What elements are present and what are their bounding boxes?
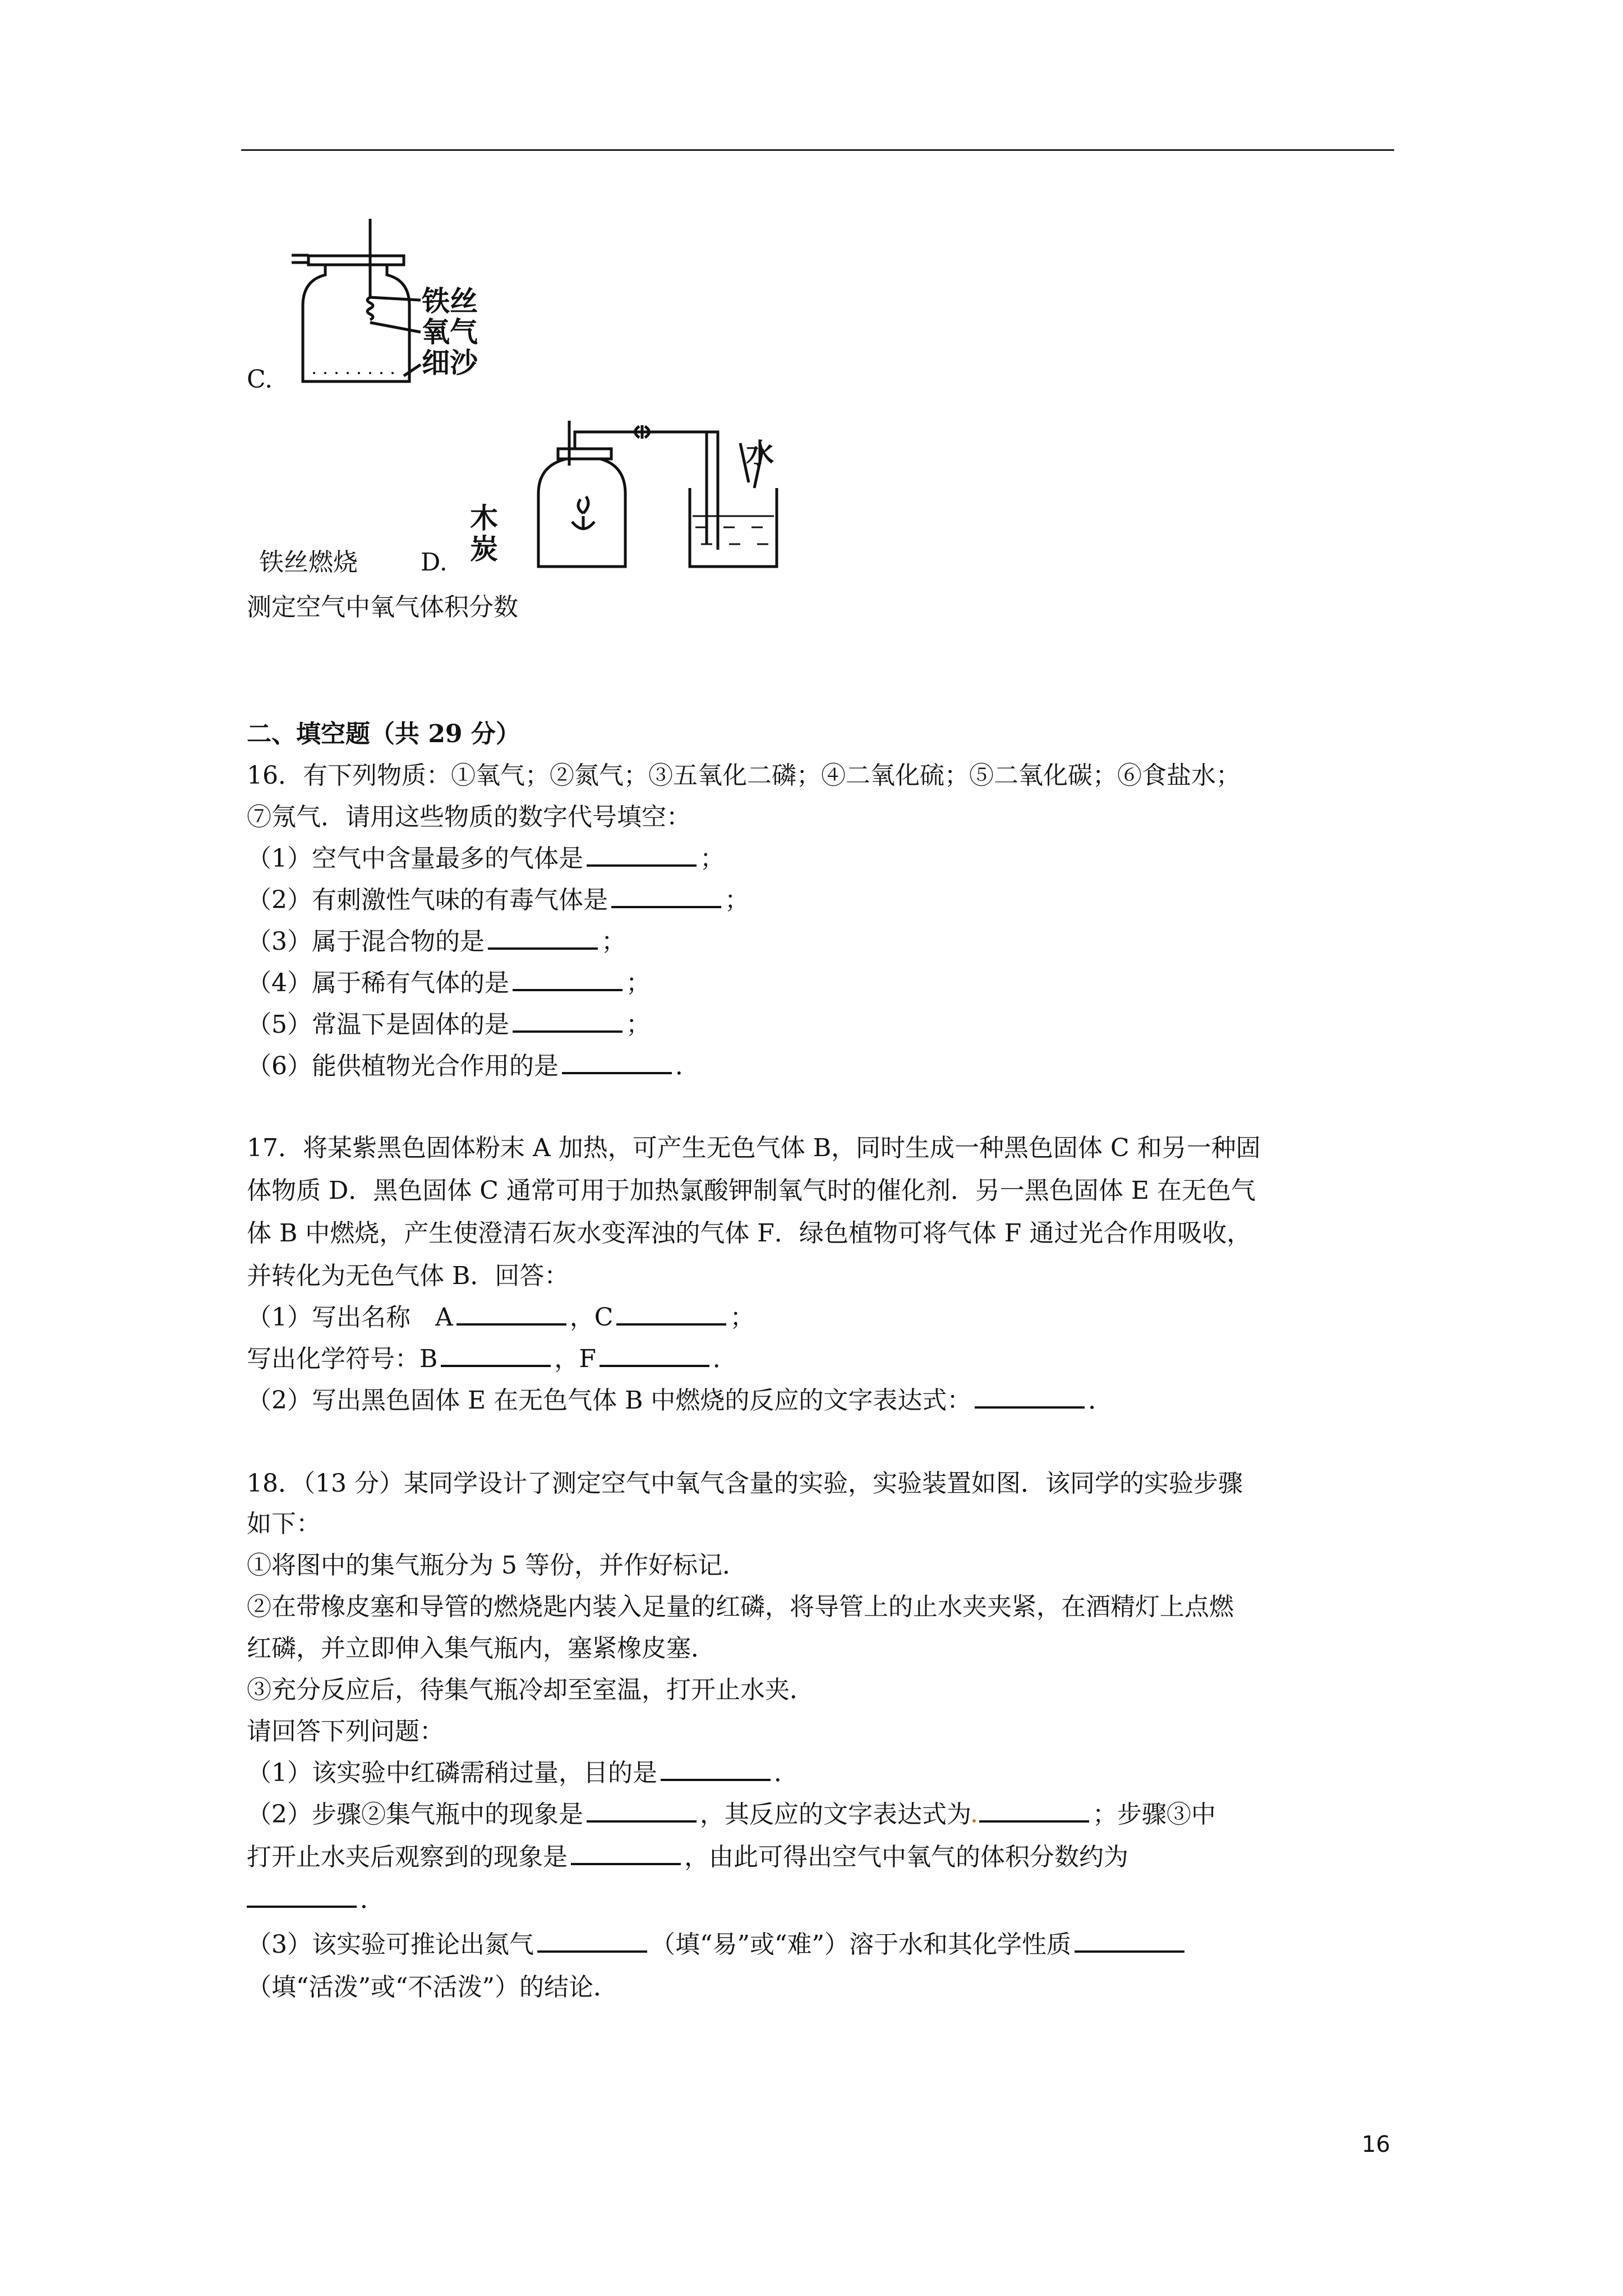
section-title: 二、填空题（共 29 分） bbox=[247, 720, 520, 748]
q18-part-3a: （3）该实验可推论出氮气 （填“易”或“难”）溶于水和其化学性质 bbox=[247, 1924, 1188, 1966]
answer-blank[interactable] bbox=[1075, 1930, 1184, 1953]
q18-part-1: （1）该实验中红磷需稍过量，目的是 ． bbox=[247, 1759, 799, 1787]
q17-answer-1: （1）写出名称 A ，C ； bbox=[247, 1303, 755, 1332]
q17-line-2: 体物质 D．黑色固体 C 通常可用于加热氯酸钾制氧气时的催化剂．另一黑色固体 E 在无色气 bbox=[247, 1176, 1256, 1205]
q18-part-3b: （填“活泼”或“不活泼”）的结论． bbox=[247, 1973, 618, 2001]
answer-blank[interactable] bbox=[616, 1303, 726, 1326]
header-rule bbox=[241, 149, 1394, 151]
answer-blank[interactable] bbox=[571, 1843, 681, 1865]
q16-stem-1: 16．有下列物质：①氧气；②氮气；③五氧化二磷；④二氧化硫；⑤二氧化碳；⑥食盐水； bbox=[247, 761, 1241, 790]
stray-dot bbox=[972, 1819, 976, 1823]
answer-blank[interactable] bbox=[661, 1759, 771, 1781]
answer-blank[interactable] bbox=[979, 1800, 1089, 1823]
oxygen-label: 氧气 bbox=[422, 315, 478, 348]
answer-blank[interactable] bbox=[611, 886, 721, 908]
answer-blank[interactable] bbox=[457, 1303, 566, 1326]
option-d-label: D. bbox=[421, 548, 448, 577]
charcoal-label-1: 木 bbox=[470, 501, 498, 535]
q16-item-4: （4）属于稀有气体的是 ； bbox=[247, 969, 651, 997]
q18-line-2: 如下： bbox=[247, 1510, 321, 1538]
answer-blank[interactable] bbox=[587, 844, 697, 867]
q17-line-4: 并转化为无色气体 B．回答： bbox=[247, 1262, 569, 1290]
answer-blank[interactable] bbox=[537, 1930, 647, 1953]
iron-wire-label: 铁丝 bbox=[422, 284, 478, 318]
page-number: 16 bbox=[1362, 2132, 1390, 2157]
q16-stem-2: ⑦氖气．请用这些物质的数字代号填空： bbox=[247, 803, 691, 831]
q18-step-2a: ②在带橡皮塞和导管的燃烧匙内装入足量的红磷，将导管上的止水夹夹紧，在酒精灯上点燃 bbox=[247, 1593, 1234, 1621]
option-c-label: C. bbox=[247, 365, 273, 394]
charcoal-oxygen-apparatus-figure bbox=[527, 415, 819, 578]
answer-blank[interactable] bbox=[441, 1345, 551, 1367]
q16-item-1: （1）空气中含量最多的气体是 ； bbox=[247, 844, 725, 873]
water-label: 水 bbox=[746, 437, 774, 470]
q18-step-3: ③充分反应后，待集气瓶冷却至室温，打开止水夹． bbox=[247, 1676, 814, 1704]
answer-blank[interactable] bbox=[247, 1885, 357, 1908]
q18-part-2b: 打开止水夹后观察到的现象是 ，由此可得出空气中氧气的体积分数约为 bbox=[247, 1843, 1128, 1871]
caption-iron-wire: 铁丝燃烧 bbox=[259, 548, 358, 577]
iron-wire-apparatus-figure bbox=[292, 213, 527, 398]
q18-part-2a: （2）步骤②集气瓶中的现象是 ，其反应的文字表达式为 ；步骤③中 bbox=[247, 1800, 1216, 1829]
fine-sand-label: 细沙 bbox=[422, 346, 478, 379]
q16-item-5: （5）常温下是固体的是 ； bbox=[247, 1010, 651, 1039]
q17-answer-3: （2）写出黑色固体 E 在无色气体 B 中燃烧的反应的文字表达式： ． bbox=[247, 1386, 1113, 1415]
answer-blank[interactable] bbox=[513, 1010, 623, 1033]
q18-step-1: ①将图中的集气瓶分为 5 等份，并作好标记． bbox=[247, 1551, 747, 1580]
answer-blank[interactable] bbox=[488, 927, 598, 950]
q18-step-2b: 红磷，并立即伸入集气瓶内，塞紧橡皮塞． bbox=[247, 1634, 716, 1663]
answer-blank[interactable] bbox=[975, 1386, 1085, 1409]
q17-line-3: 体 B 中燃烧，产生使澄清石灰水变浑浊的气体 F．绿色植物可将气体 F 通过光合作用吸收， bbox=[247, 1219, 1252, 1248]
q18-line-1: 18．（13 分）某同学设计了测定空气中氧气含量的实验，实验装置如图．该同学的实验步骤 bbox=[247, 1469, 1243, 1498]
charcoal-label-2: 炭 bbox=[470, 532, 498, 565]
q16-item-2: （2）有刺激性气味的有毒气体是 ； bbox=[247, 886, 749, 914]
q18-prompt: 请回答下列问题： bbox=[247, 1717, 444, 1746]
q16-item-3: （3）属于混合物的是 ； bbox=[247, 927, 626, 956]
q16-item-6: （6）能供植物光合作用的是 ． bbox=[247, 1052, 700, 1080]
answer-blank[interactable] bbox=[562, 1052, 672, 1074]
answer-blank[interactable] bbox=[513, 969, 623, 991]
q17-answer-2: 写出化学符号：B ，F ． bbox=[247, 1345, 737, 1373]
q18-part-2c: ． bbox=[247, 1879, 385, 1921]
answer-blank[interactable] bbox=[600, 1345, 709, 1367]
q17-line-1: 17．将某紫黑色固体粉末 A 加热，可产生无色气体 B，同时生成一种黑色固体 C 和另一种固 bbox=[247, 1134, 1261, 1162]
caption-oxygen-measure: 测定空气中氧气体积分数 bbox=[247, 593, 518, 622]
answer-blank[interactable] bbox=[587, 1800, 697, 1823]
